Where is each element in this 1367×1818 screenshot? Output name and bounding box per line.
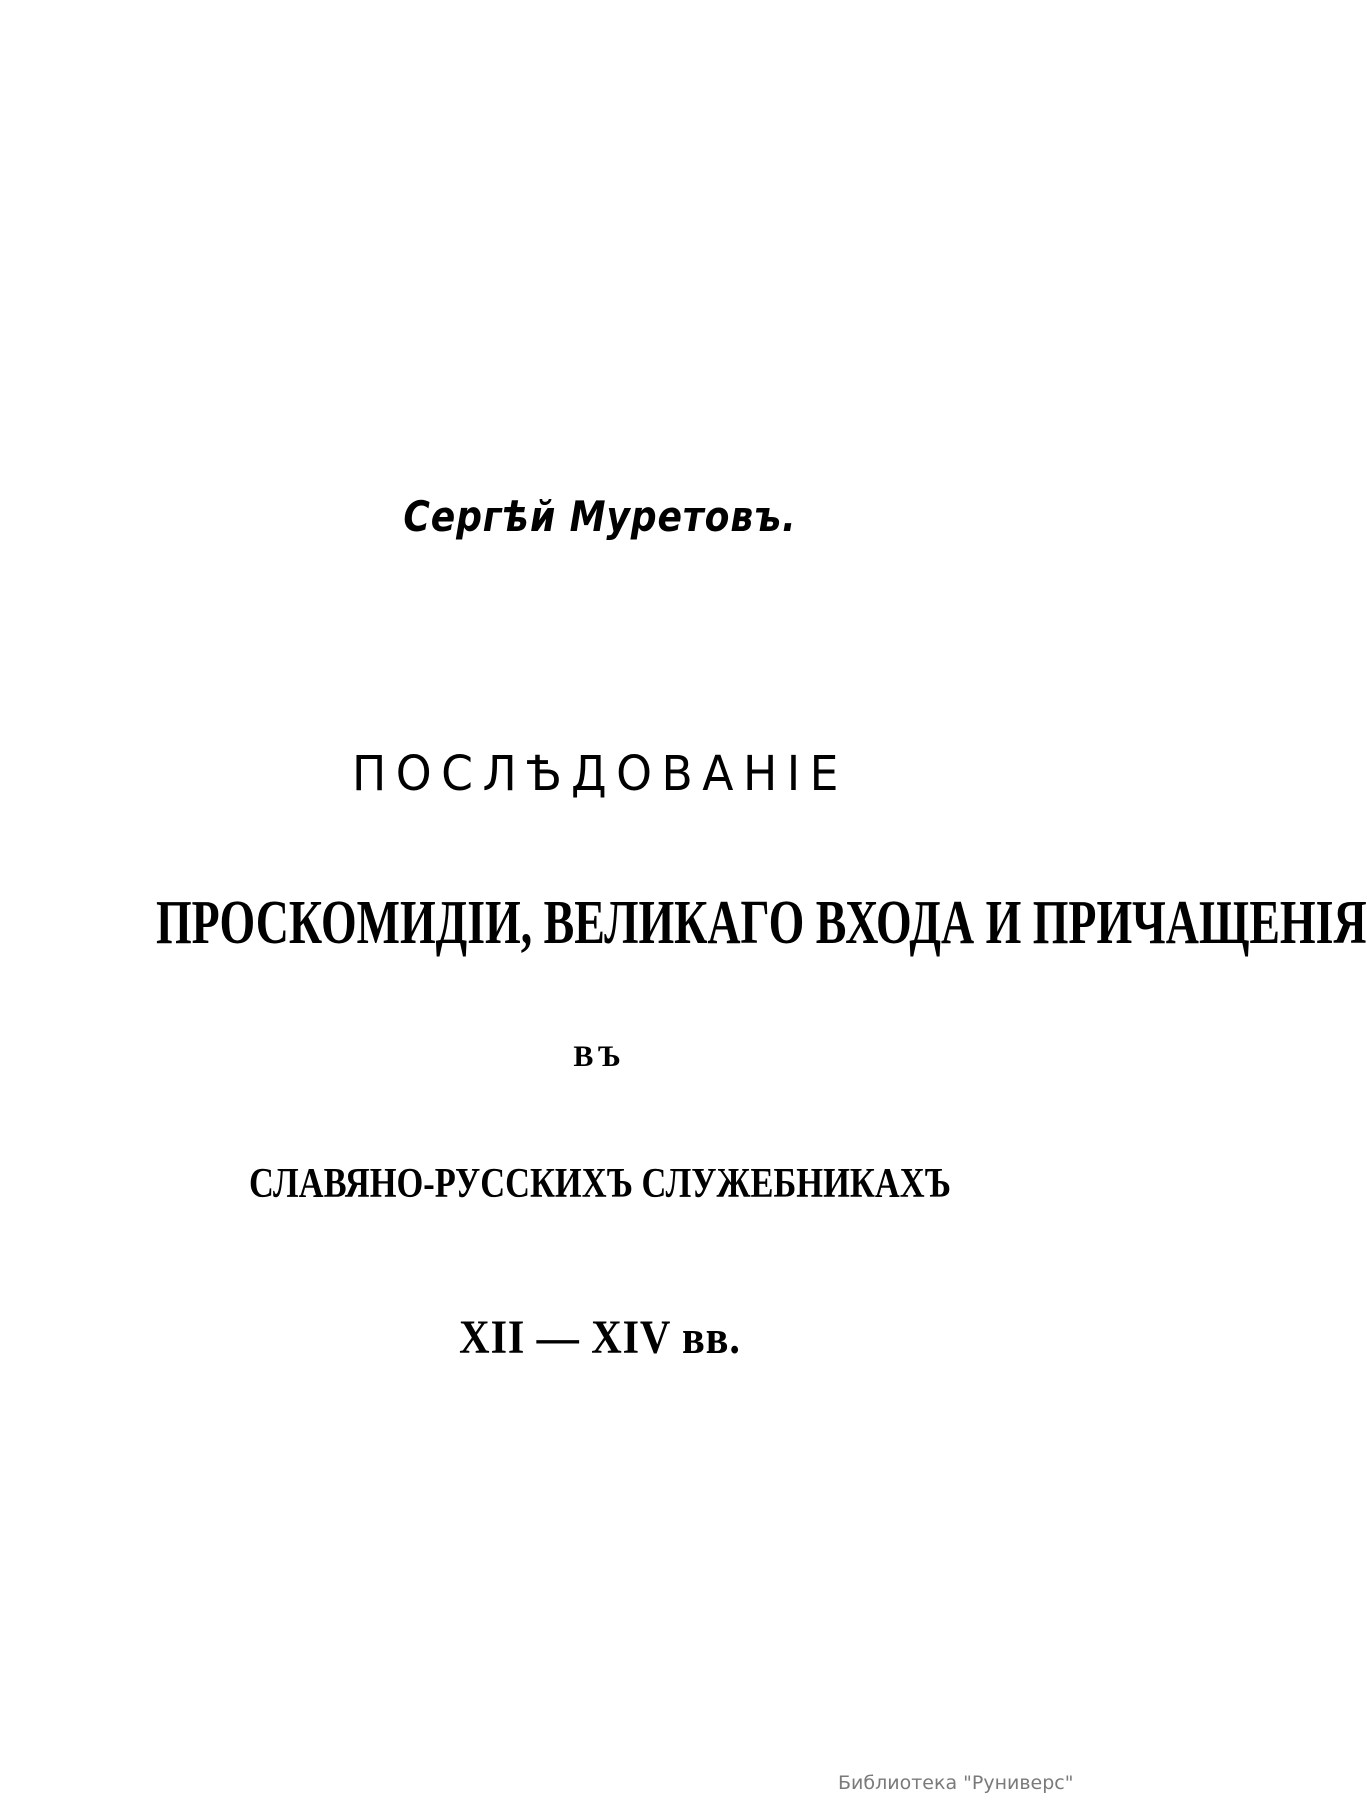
title-period: XII — XIV вв. bbox=[459, 1311, 741, 1364]
title-heading: ПОСЛѢДОВАНІЕ bbox=[352, 746, 848, 802]
title-source: СЛАВЯНО-РУССКИХЪ СЛУЖЕБНИКАХЪ bbox=[249, 1161, 951, 1207]
title-preposition: ВЪ bbox=[573, 1040, 627, 1073]
library-watermark: Библиотека "Руниверс" bbox=[838, 1772, 1074, 1794]
title-subject: ПРОСКОМИДІИ, ВЕЛИКАГО ВХОДА И ПРИЧАЩЕНІЯ bbox=[156, 889, 1367, 957]
author-name: Сергѣй Муретовъ. bbox=[403, 492, 797, 541]
